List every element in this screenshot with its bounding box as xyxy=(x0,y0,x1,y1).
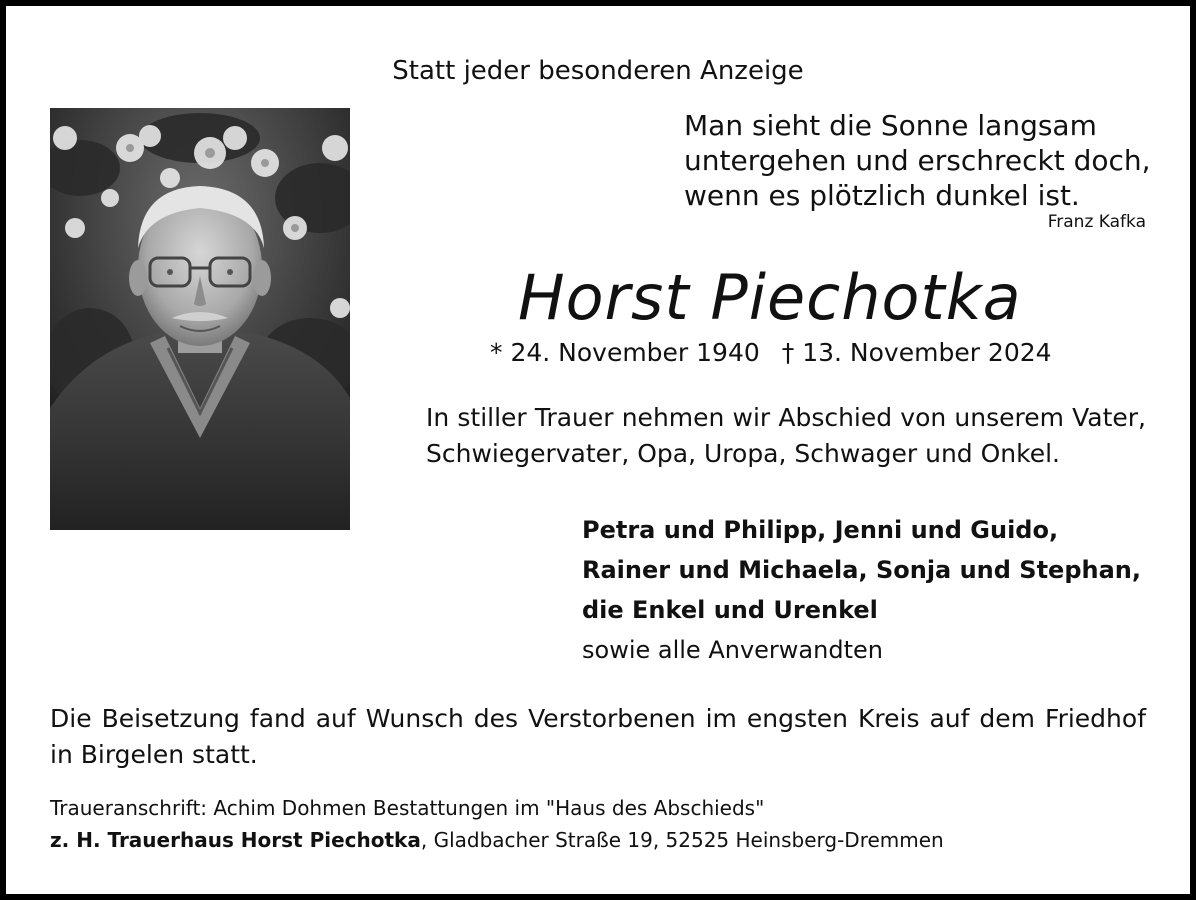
quote-line: Man sieht die Sonne langsam xyxy=(684,109,1097,142)
burial-info: Die Beisetzung fand auf Wunsch des Verstorbenen im engsten Kreis auf dem Friedhof in Birgelen statt. xyxy=(50,704,1146,769)
address-line-2 xyxy=(50,824,944,856)
address-street: , Gladbacher Straße 19, 52525 Heinsberg-Dremmen xyxy=(420,828,944,852)
quote-author: Franz Kafka xyxy=(1047,212,1146,232)
life-dates xyxy=(490,338,1052,367)
mourner-line: Petra und Philipp, Jenni und Guido, xyxy=(582,516,1059,544)
announcement-text: In stiller Trauer nehmen wir Abschied von unserem Vater, Schwiegervater, Opa, Uropa, Schwager und Onkel. xyxy=(426,403,1146,468)
obituary-notice xyxy=(6,6,1190,894)
quote-line: wenn es plötzlich dunkel ist. xyxy=(684,179,1080,212)
mourners xyxy=(582,510,1141,670)
mourner-line-relatives: sowie alle Anverwandten xyxy=(582,636,883,664)
address-line-1: Traueranschrift: Achim Dohmen Bestattungen im "Haus des Abschieds" xyxy=(50,796,765,820)
mourner-line: Rainer und Michaela, Sonja und Stephan, xyxy=(582,556,1141,584)
birth-date: * 24. November 1940 xyxy=(490,338,760,367)
portrait-photo xyxy=(50,108,350,530)
notice-header: Statt jeder besonderen Anzeige xyxy=(392,56,804,86)
mourner-line: die Enkel und Urenkel xyxy=(582,596,878,624)
quote-line: untergehen und erschreckt doch, xyxy=(684,144,1151,177)
mourning-address xyxy=(50,792,944,856)
address-recipient: z. H. Trauerhaus Horst Piechotka xyxy=(50,828,421,852)
quote xyxy=(684,108,1151,213)
death-date: † 13. November 2024 xyxy=(781,338,1052,367)
deceased-name: Horst Piechotka xyxy=(518,261,1022,334)
